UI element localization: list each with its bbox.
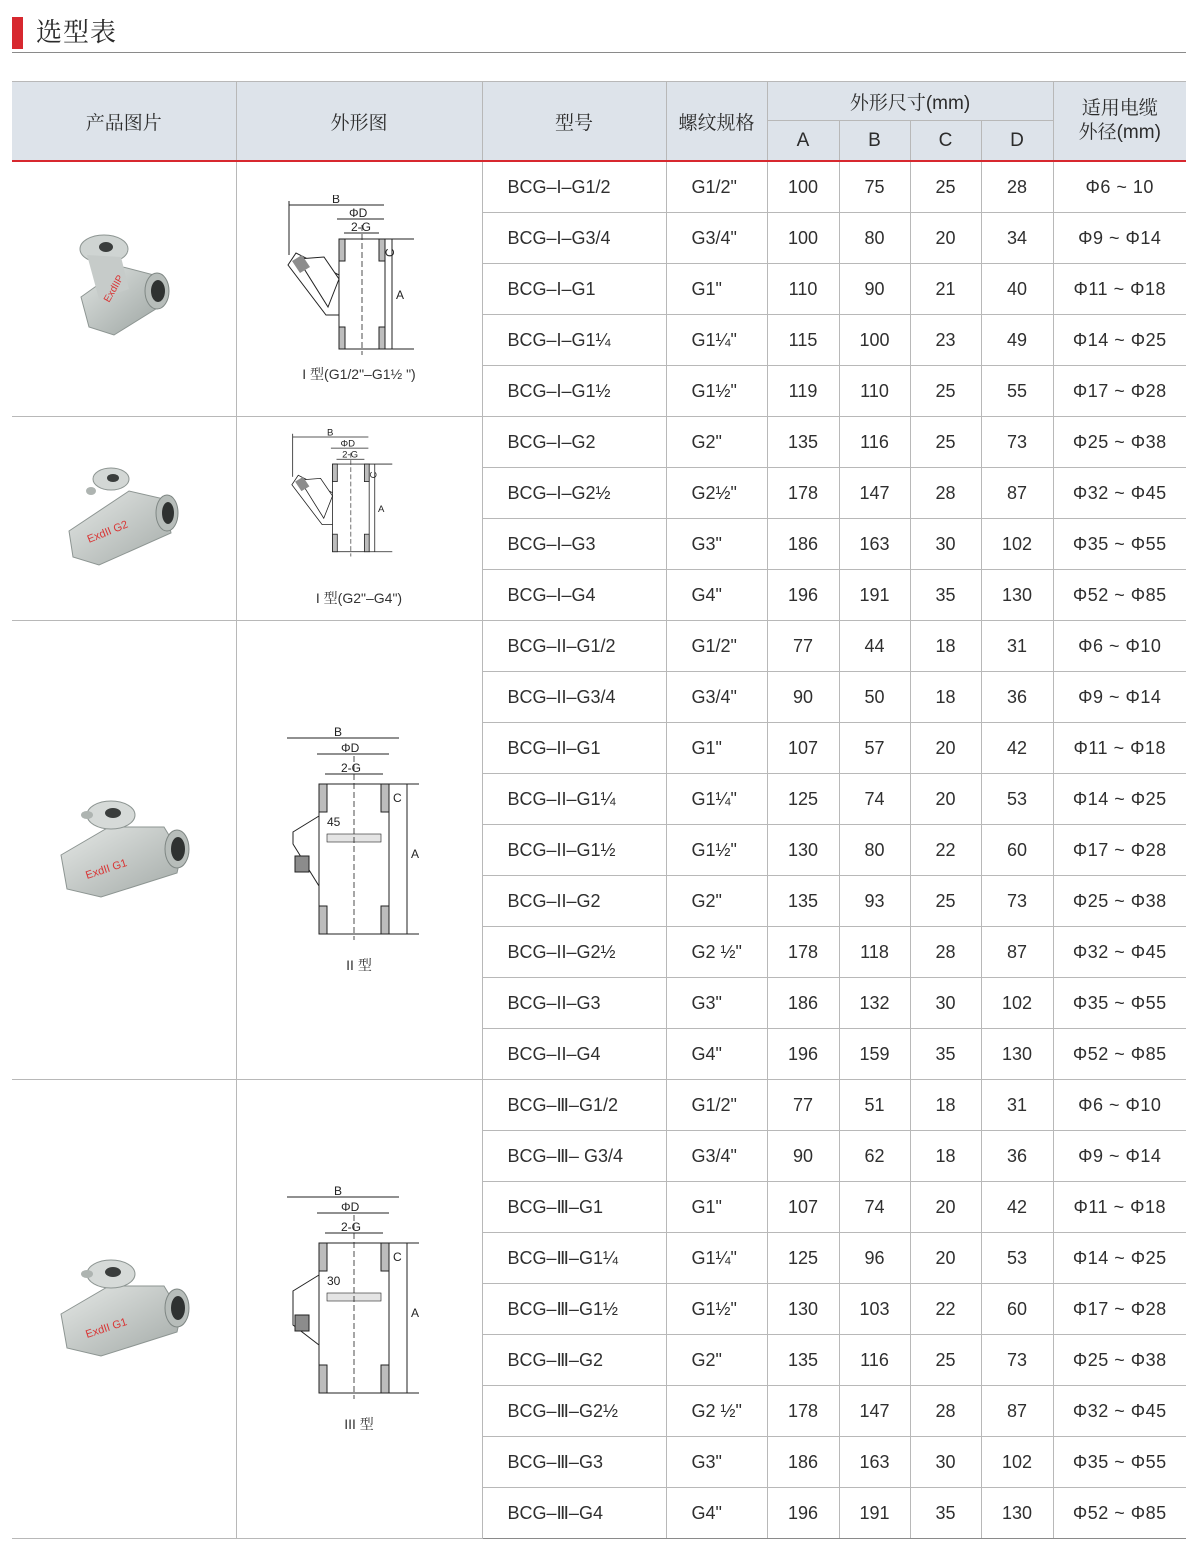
model-cell: BCG–I–G1½ (482, 366, 666, 417)
dim-a-cell: 186 (767, 1437, 839, 1488)
drawing-label-angle: 30 (327, 1273, 341, 1288)
cable-diameter-cell: Φ11 ~ Φ18 (1053, 264, 1186, 315)
dim-d-cell: 102 (981, 519, 1053, 570)
cable-diameter-cell: Φ52 ~ Φ85 (1053, 570, 1186, 621)
dim-b-cell: 163 (839, 519, 910, 570)
header-thread: 螺纹规格 (666, 82, 767, 162)
model-cell: BCG–Ⅲ–G2½ (482, 1386, 666, 1437)
dim-d-cell: 53 (981, 774, 1053, 825)
drawing-label-a: A (411, 1305, 420, 1320)
thread-cell: G1¼" (666, 774, 767, 825)
model-cell: BCG–I–G3/4 (482, 213, 666, 264)
thread-cell: G4" (666, 570, 767, 621)
cable-diameter-cell: Φ25 ~ Φ38 (1053, 417, 1186, 468)
cable-diameter-cell: Φ6 ~ Φ10 (1053, 621, 1186, 672)
selection-table (12, 81, 1186, 1539)
thread-cell: G1" (666, 723, 767, 774)
dim-c-cell: 35 (910, 1029, 981, 1080)
thread-cell: G1" (666, 1182, 767, 1233)
dim-c-cell: 28 (910, 1386, 981, 1437)
product-photo-cell (12, 417, 236, 621)
section-header (12, 14, 1186, 54)
drawing-label-b: B (334, 1184, 343, 1198)
drawing-label-b: B (334, 725, 343, 739)
table-row (12, 1080, 1186, 1131)
drawing-caption: II 型 (346, 956, 372, 973)
dim-a-cell: 90 (767, 672, 839, 723)
dim-b-cell: 44 (839, 621, 910, 672)
product-photo-cell (12, 161, 236, 417)
thread-cell: G3/4" (666, 1131, 767, 1182)
dim-b-cell: 163 (839, 1437, 910, 1488)
dim-d-cell: 130 (981, 1029, 1053, 1080)
product-photo-cell (12, 1080, 236, 1539)
cable-diameter-cell: Φ17 ~ Φ28 (1053, 1284, 1186, 1335)
dim-c-cell: 20 (910, 774, 981, 825)
dim-a-cell: 77 (767, 621, 839, 672)
thread-cell: G2" (666, 417, 767, 468)
product-photo (49, 793, 199, 903)
dim-b-cell: 132 (839, 978, 910, 1029)
drawing-label-a: A (396, 287, 405, 302)
dim-a-cell: 100 (767, 161, 839, 213)
thread-cell: G4" (666, 1488, 767, 1539)
header-cable (1053, 82, 1186, 162)
thread-cell: G3" (666, 519, 767, 570)
header-dim-a: A (767, 121, 839, 162)
cable-diameter-cell: Φ25 ~ Φ38 (1053, 1335, 1186, 1386)
thread-cell: G1½" (666, 1284, 767, 1335)
dim-c-cell: 20 (910, 1182, 981, 1233)
dim-d-cell: 87 (981, 1386, 1053, 1437)
dim-b-cell: 75 (839, 161, 910, 213)
dim-a-cell: 130 (767, 825, 839, 876)
dim-d-cell: 130 (981, 1488, 1053, 1539)
title-accent-bar (12, 17, 23, 49)
dim-b-cell: 96 (839, 1233, 910, 1284)
dim-a-cell: 125 (767, 774, 839, 825)
drawing-caption: III 型 (344, 1415, 374, 1432)
cable-diameter-cell: Φ17 ~ Φ28 (1053, 825, 1186, 876)
dim-b-cell: 74 (839, 1182, 910, 1233)
dim-d-cell: 53 (981, 1233, 1053, 1284)
cable-diameter-cell: Φ52 ~ Φ85 (1053, 1488, 1186, 1539)
drawing-label-c: C (393, 790, 402, 805)
drawing-label-c: C (393, 1249, 402, 1264)
thread-cell: G2½" (666, 468, 767, 519)
dim-b-cell: 116 (839, 417, 910, 468)
dim-b-cell: 74 (839, 774, 910, 825)
model-cell: BCG–Ⅲ–G1¼ (482, 1233, 666, 1284)
header-dim-d: D (981, 121, 1053, 162)
dim-a-cell: 196 (767, 1029, 839, 1080)
thread-cell: G3/4" (666, 213, 767, 264)
table-row (12, 161, 1186, 213)
thread-cell: G1¼" (666, 1233, 767, 1284)
thread-cell: G1/2" (666, 161, 767, 213)
model-cell: BCG–Ⅲ–G4 (482, 1488, 666, 1539)
thread-cell: G2" (666, 1335, 767, 1386)
dim-c-cell: 18 (910, 672, 981, 723)
model-cell: BCG–Ⅲ–G1½ (482, 1284, 666, 1335)
title-divider (12, 52, 1186, 53)
dim-c-cell: 18 (910, 1131, 981, 1182)
model-cell: BCG–I–G2 (482, 417, 666, 468)
product-photo (49, 1252, 199, 1362)
model-cell: BCG–Ⅲ–G1/2 (482, 1080, 666, 1131)
dim-a-cell: 90 (767, 1131, 839, 1182)
dim-d-cell: 73 (981, 417, 1053, 468)
thread-cell: G3/4" (666, 672, 767, 723)
drawing-label-d: ΦD (340, 438, 355, 450)
photo-marking: ExdII G1 (83, 856, 129, 882)
model-cell: BCG–II–G1/2 (482, 621, 666, 672)
model-cell: BCG–Ⅲ–G2 (482, 1335, 666, 1386)
dim-a-cell: 107 (767, 723, 839, 774)
dim-c-cell: 25 (910, 366, 981, 417)
drawing-label-angle: 45 (327, 814, 341, 829)
cable-diameter-cell: Φ17 ~ Φ28 (1053, 366, 1186, 417)
drawing-label-b: B (326, 429, 334, 439)
dim-d-cell: 60 (981, 825, 1053, 876)
table-row (12, 417, 1186, 468)
header-drawing: 外形图 (236, 82, 482, 162)
dim-b-cell: 93 (839, 876, 910, 927)
dim-d-cell: 28 (981, 161, 1053, 213)
thread-cell: G2 ½" (666, 1386, 767, 1437)
dim-a-cell: 115 (767, 315, 839, 366)
drawing-label-d: ΦD (349, 205, 368, 220)
dim-c-cell: 30 (910, 519, 981, 570)
dim-b-cell: 118 (839, 927, 910, 978)
dim-b-cell: 191 (839, 570, 910, 621)
dim-d-cell: 60 (981, 1284, 1053, 1335)
dim-a-cell: 125 (767, 1233, 839, 1284)
dim-d-cell: 73 (981, 876, 1053, 927)
header-cable-line2: 外径(mm) (1078, 122, 1161, 143)
cable-diameter-cell: Φ6 ~ Φ10 (1053, 1080, 1186, 1131)
dim-b-cell: 50 (839, 672, 910, 723)
dim-c-cell: 28 (910, 927, 981, 978)
dim-c-cell: 21 (910, 264, 981, 315)
model-cell: BCG–Ⅲ–G3 (482, 1437, 666, 1488)
page-title: 选型表 (36, 17, 118, 47)
thread-cell: G1½" (666, 366, 767, 417)
dim-d-cell: 31 (981, 1080, 1053, 1131)
model-cell: BCG–I–G1 (482, 264, 666, 315)
thread-cell: G1½" (666, 825, 767, 876)
cable-diameter-cell: Φ9 ~ Φ14 (1053, 1131, 1186, 1182)
dim-d-cell: 87 (981, 468, 1053, 519)
model-cell: BCG–II–G2½ (482, 927, 666, 978)
dim-d-cell: 42 (981, 1182, 1053, 1233)
model-cell: BCG–Ⅲ–G1 (482, 1182, 666, 1233)
thread-cell: G1/2" (666, 1080, 767, 1131)
cable-diameter-cell: Φ32 ~ Φ45 (1053, 927, 1186, 978)
dim-b-cell: 147 (839, 468, 910, 519)
drawing-label-g: 2-G (342, 449, 358, 461)
thread-cell: G2 ½" (666, 927, 767, 978)
dim-d-cell: 55 (981, 366, 1053, 417)
dim-a-cell: 186 (767, 978, 839, 1029)
photo-marking: ExdII G2 (85, 518, 130, 546)
header-model: 型号 (482, 82, 666, 162)
model-cell: BCG–I–G1/2 (482, 161, 666, 213)
dim-b-cell: 90 (839, 264, 910, 315)
header-dimensions: 外形尺寸(mm) (767, 82, 1053, 121)
dim-b-cell: 62 (839, 1131, 910, 1182)
dim-d-cell: 36 (981, 672, 1053, 723)
dim-c-cell: 22 (910, 1284, 981, 1335)
dim-c-cell: 35 (910, 570, 981, 621)
outline-drawing-cell (236, 1080, 482, 1539)
product-photo (59, 461, 189, 571)
header-photo: 产品图片 (12, 82, 236, 162)
dim-a-cell: 100 (767, 213, 839, 264)
table-body (12, 161, 1186, 1539)
dim-a-cell: 178 (767, 1386, 839, 1437)
drawing-label-d: ΦD (341, 740, 360, 755)
dim-b-cell: 110 (839, 366, 910, 417)
cable-diameter-cell: Φ35 ~ Φ55 (1053, 519, 1186, 570)
thread-cell: G3" (666, 1437, 767, 1488)
header-dim-c: C (910, 121, 981, 162)
dim-a-cell: 135 (767, 417, 839, 468)
cable-diameter-cell: Φ9 ~ Φ14 (1053, 213, 1186, 264)
dim-a-cell: 110 (767, 264, 839, 315)
cable-diameter-cell: Φ35 ~ Φ55 (1053, 1437, 1186, 1488)
dim-c-cell: 30 (910, 1437, 981, 1488)
dim-d-cell: 40 (981, 264, 1053, 315)
dim-d-cell: 130 (981, 570, 1053, 621)
outline-drawing-cell (236, 621, 482, 1080)
dim-d-cell: 31 (981, 621, 1053, 672)
outline-drawing (284, 429, 434, 579)
dim-a-cell: 186 (767, 519, 839, 570)
model-cell: BCG–II–G3/4 (482, 672, 666, 723)
cable-diameter-cell: Φ9 ~ Φ14 (1053, 672, 1186, 723)
drawing-label-c: C (383, 247, 397, 257)
thread-cell: G2" (666, 876, 767, 927)
header-cable-line1: 适用电缆 (1081, 98, 1158, 119)
dim-c-cell: 25 (910, 161, 981, 213)
dim-c-cell: 25 (910, 876, 981, 927)
dim-b-cell: 57 (839, 723, 910, 774)
drawing-label-a: A (411, 846, 420, 861)
header-dim-b: B (839, 121, 910, 162)
cable-diameter-cell: Φ11 ~ Φ18 (1053, 1182, 1186, 1233)
model-cell: BCG–I–G1¼ (482, 315, 666, 366)
dim-c-cell: 25 (910, 417, 981, 468)
outline-drawing-cell (236, 417, 482, 621)
thread-cell: G1" (666, 264, 767, 315)
outline-drawing-cell (236, 161, 482, 417)
cable-diameter-cell: Φ14 ~ Φ25 (1053, 774, 1186, 825)
dim-b-cell: 51 (839, 1080, 910, 1131)
dim-c-cell: 28 (910, 468, 981, 519)
dim-a-cell: 130 (767, 1284, 839, 1335)
dim-b-cell: 147 (839, 1386, 910, 1437)
cable-diameter-cell: Φ35 ~ Φ55 (1053, 978, 1186, 1029)
dim-c-cell: 35 (910, 1488, 981, 1539)
outline-drawing (279, 726, 439, 946)
dim-b-cell: 100 (839, 315, 910, 366)
model-cell: BCG–I–G2½ (482, 468, 666, 519)
model-cell: BCG–II–G3 (482, 978, 666, 1029)
dim-c-cell: 18 (910, 621, 981, 672)
drawing-label-c: C (368, 471, 380, 479)
drawing-caption: I 型(G2"–G4") (315, 590, 403, 606)
photo-marking: ExdIIP (101, 272, 127, 304)
thread-cell: G1¼" (666, 315, 767, 366)
product-photo (59, 227, 189, 347)
dim-a-cell: 196 (767, 570, 839, 621)
drawing-label-g: 2-G (341, 1219, 362, 1234)
dim-d-cell: 49 (981, 315, 1053, 366)
dim-d-cell: 36 (981, 1131, 1053, 1182)
dim-a-cell: 135 (767, 876, 839, 927)
thread-cell: G4" (666, 1029, 767, 1080)
dim-c-cell: 20 (910, 1233, 981, 1284)
model-cell: BCG–II–G4 (482, 1029, 666, 1080)
product-photo-cell (12, 621, 236, 1080)
dim-b-cell: 159 (839, 1029, 910, 1080)
model-cell: BCG–II–G1 (482, 723, 666, 774)
dim-a-cell: 135 (767, 1335, 839, 1386)
outline-drawing (284, 195, 434, 355)
dim-a-cell: 178 (767, 468, 839, 519)
model-cell: BCG–I–G3 (482, 519, 666, 570)
dim-a-cell: 107 (767, 1182, 839, 1233)
dim-b-cell: 80 (839, 825, 910, 876)
cable-diameter-cell: Φ11 ~ Φ18 (1053, 723, 1186, 774)
cable-diameter-cell: Φ14 ~ Φ25 (1053, 1233, 1186, 1284)
drawing-label-g: 2-G (341, 760, 362, 775)
model-cell: BCG–Ⅲ– G3/4 (482, 1131, 666, 1182)
dim-b-cell: 116 (839, 1335, 910, 1386)
drawing-label-g: 2-G (351, 219, 372, 234)
cable-diameter-cell: Φ25 ~ Φ38 (1053, 876, 1186, 927)
dim-a-cell: 119 (767, 366, 839, 417)
model-cell: BCG–II–G1¼ (482, 774, 666, 825)
dim-c-cell: 20 (910, 723, 981, 774)
dim-d-cell: 34 (981, 213, 1053, 264)
cable-diameter-cell: Φ32 ~ Φ45 (1053, 1386, 1186, 1437)
dim-c-cell: 18 (910, 1080, 981, 1131)
dim-b-cell: 103 (839, 1284, 910, 1335)
dim-c-cell: 25 (910, 1335, 981, 1386)
thread-cell: G1/2" (666, 621, 767, 672)
model-cell: BCG–II–G1½ (482, 825, 666, 876)
cable-diameter-cell: Φ6 ~ 10 (1053, 161, 1186, 213)
outline-drawing (279, 1185, 439, 1405)
dim-c-cell: 22 (910, 825, 981, 876)
drawing-label-b: B (332, 194, 341, 206)
cable-diameter-cell: Φ52 ~ Φ85 (1053, 1029, 1186, 1080)
model-cell: BCG–I–G4 (482, 570, 666, 621)
drawing-label-d: ΦD (341, 1199, 360, 1214)
dim-c-cell: 30 (910, 978, 981, 1029)
model-cell: BCG–II–G2 (482, 876, 666, 927)
cable-diameter-cell: Φ32 ~ Φ45 (1053, 468, 1186, 519)
dim-d-cell: 87 (981, 927, 1053, 978)
dim-b-cell: 80 (839, 213, 910, 264)
dim-d-cell: 42 (981, 723, 1053, 774)
cable-diameter-cell: Φ14 ~ Φ25 (1053, 315, 1186, 366)
dim-a-cell: 178 (767, 927, 839, 978)
dim-d-cell: 73 (981, 1335, 1053, 1386)
dim-d-cell: 102 (981, 978, 1053, 1029)
dim-b-cell: 191 (839, 1488, 910, 1539)
table-row (12, 621, 1186, 672)
drawing-caption: I 型(G1/2"–G1½ ") (302, 365, 416, 382)
dim-d-cell: 102 (981, 1437, 1053, 1488)
dim-c-cell: 23 (910, 315, 981, 366)
thread-cell: G3" (666, 978, 767, 1029)
dim-c-cell: 20 (910, 213, 981, 264)
dim-a-cell: 77 (767, 1080, 839, 1131)
photo-marking: ExdII G1 (83, 1315, 129, 1341)
dim-a-cell: 196 (767, 1488, 839, 1539)
drawing-label-a: A (377, 503, 385, 515)
